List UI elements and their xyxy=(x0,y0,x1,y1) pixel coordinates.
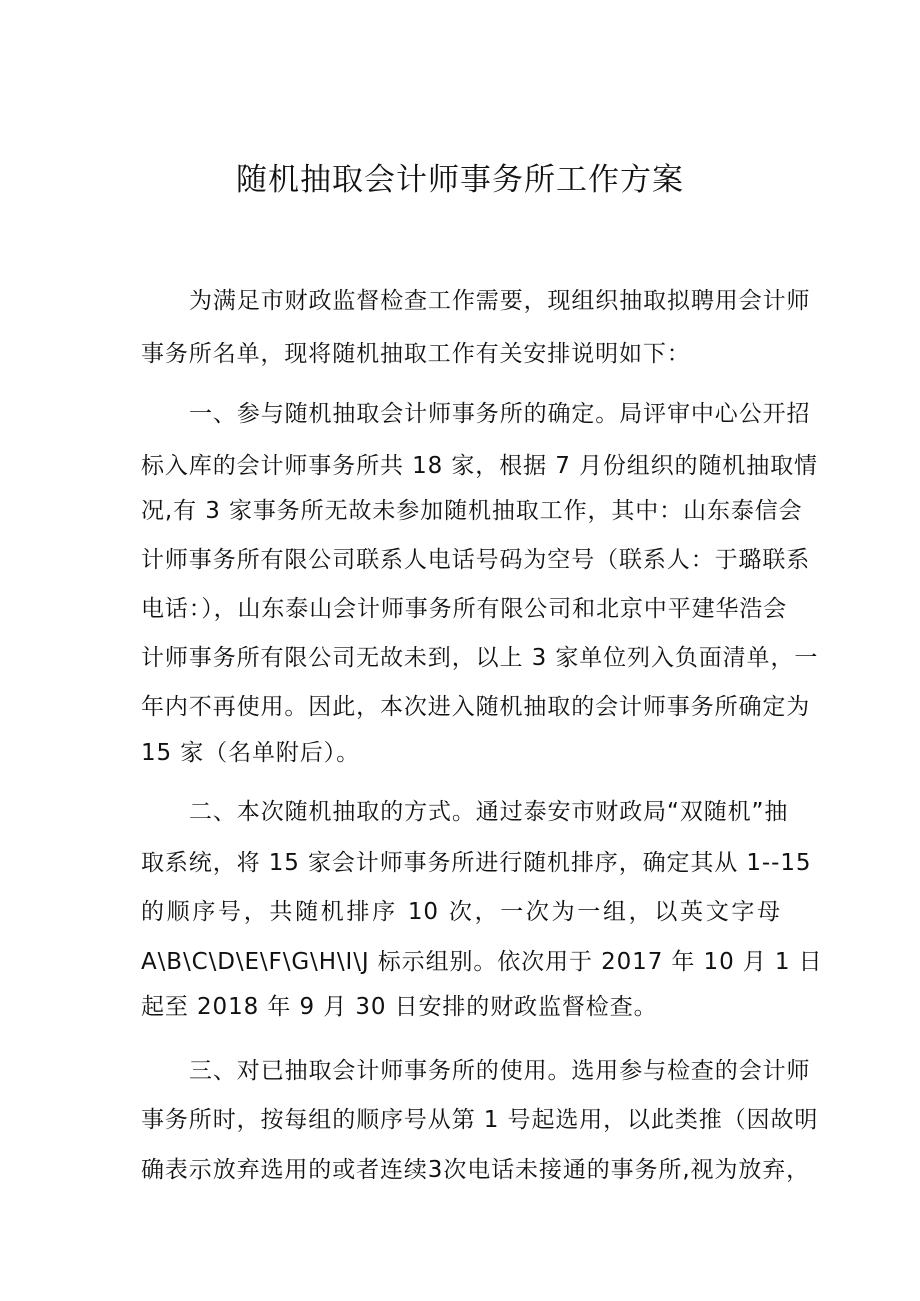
body-line: 计师事务所有限公司无故未到，以上 3 家单位列入负面清单，一 xyxy=(141,645,819,671)
body-line: 况,有 3 家事务所无故未参加随机抽取工作，其中：山东泰信会 xyxy=(141,498,803,524)
body-line: 三、对已抽取会计师事务所的使用。选用参与检查的会计师 xyxy=(189,1058,811,1084)
body-line: 电话：），山东泰山会计师事务所有限公司和北京中平建华浩会 xyxy=(141,596,788,622)
body-line: 事务所时，按每组的顺序号从第 1 号起选用，以此类推（因故明 xyxy=(141,1107,819,1133)
body-line: 取系统，将 15 家会计师事务所进行随机排序，确定其从 1--15 xyxy=(141,850,812,876)
body-line: 年内不再使用。因此，本次进入随机抽取的会计师事务所确定为 xyxy=(141,694,811,720)
body-line: A\B\C\D\E\F\G\H\I\J 标示组别。依次用于 2017 年 10 月 1 日 xyxy=(141,949,823,975)
body-line: 确表示放弃选用的或者连续3次电话未接通的事务所,视为放弃， xyxy=(141,1157,811,1183)
body-line: 事务所名单，现将随机抽取工作有关安排说明如下： xyxy=(141,341,691,367)
body-line: 起至 2018 年 9 月 30 日安排的财政监督检查。 xyxy=(141,994,658,1020)
body-line: 二、本次随机抽取的方式。通过泰安市财政局“双随机”抽 xyxy=(189,799,789,825)
body-line: 15 家（名单附后）。 xyxy=(141,740,360,766)
document-title: 随机抽取会计师事务所工作方案 xyxy=(236,162,684,198)
body-line: 为满足市财政监督检查工作需要，现组织抽取拟聘用会计师 xyxy=(189,288,811,314)
body-line: 计师事务所有限公司联系人电话号码为空号（联系人：于璐联系 xyxy=(141,547,811,573)
body-line: 标入库的会计师事务所共 18 家，根据 7 月份组织的随机抽取情 xyxy=(141,453,818,479)
body-line: 一、参与随机抽取会计师事务所的确定。局评审中心公开招 xyxy=(189,401,811,427)
body-line: 的顺序号，共随机排序 10 次，一次为一组，以英文字母 xyxy=(141,899,781,925)
